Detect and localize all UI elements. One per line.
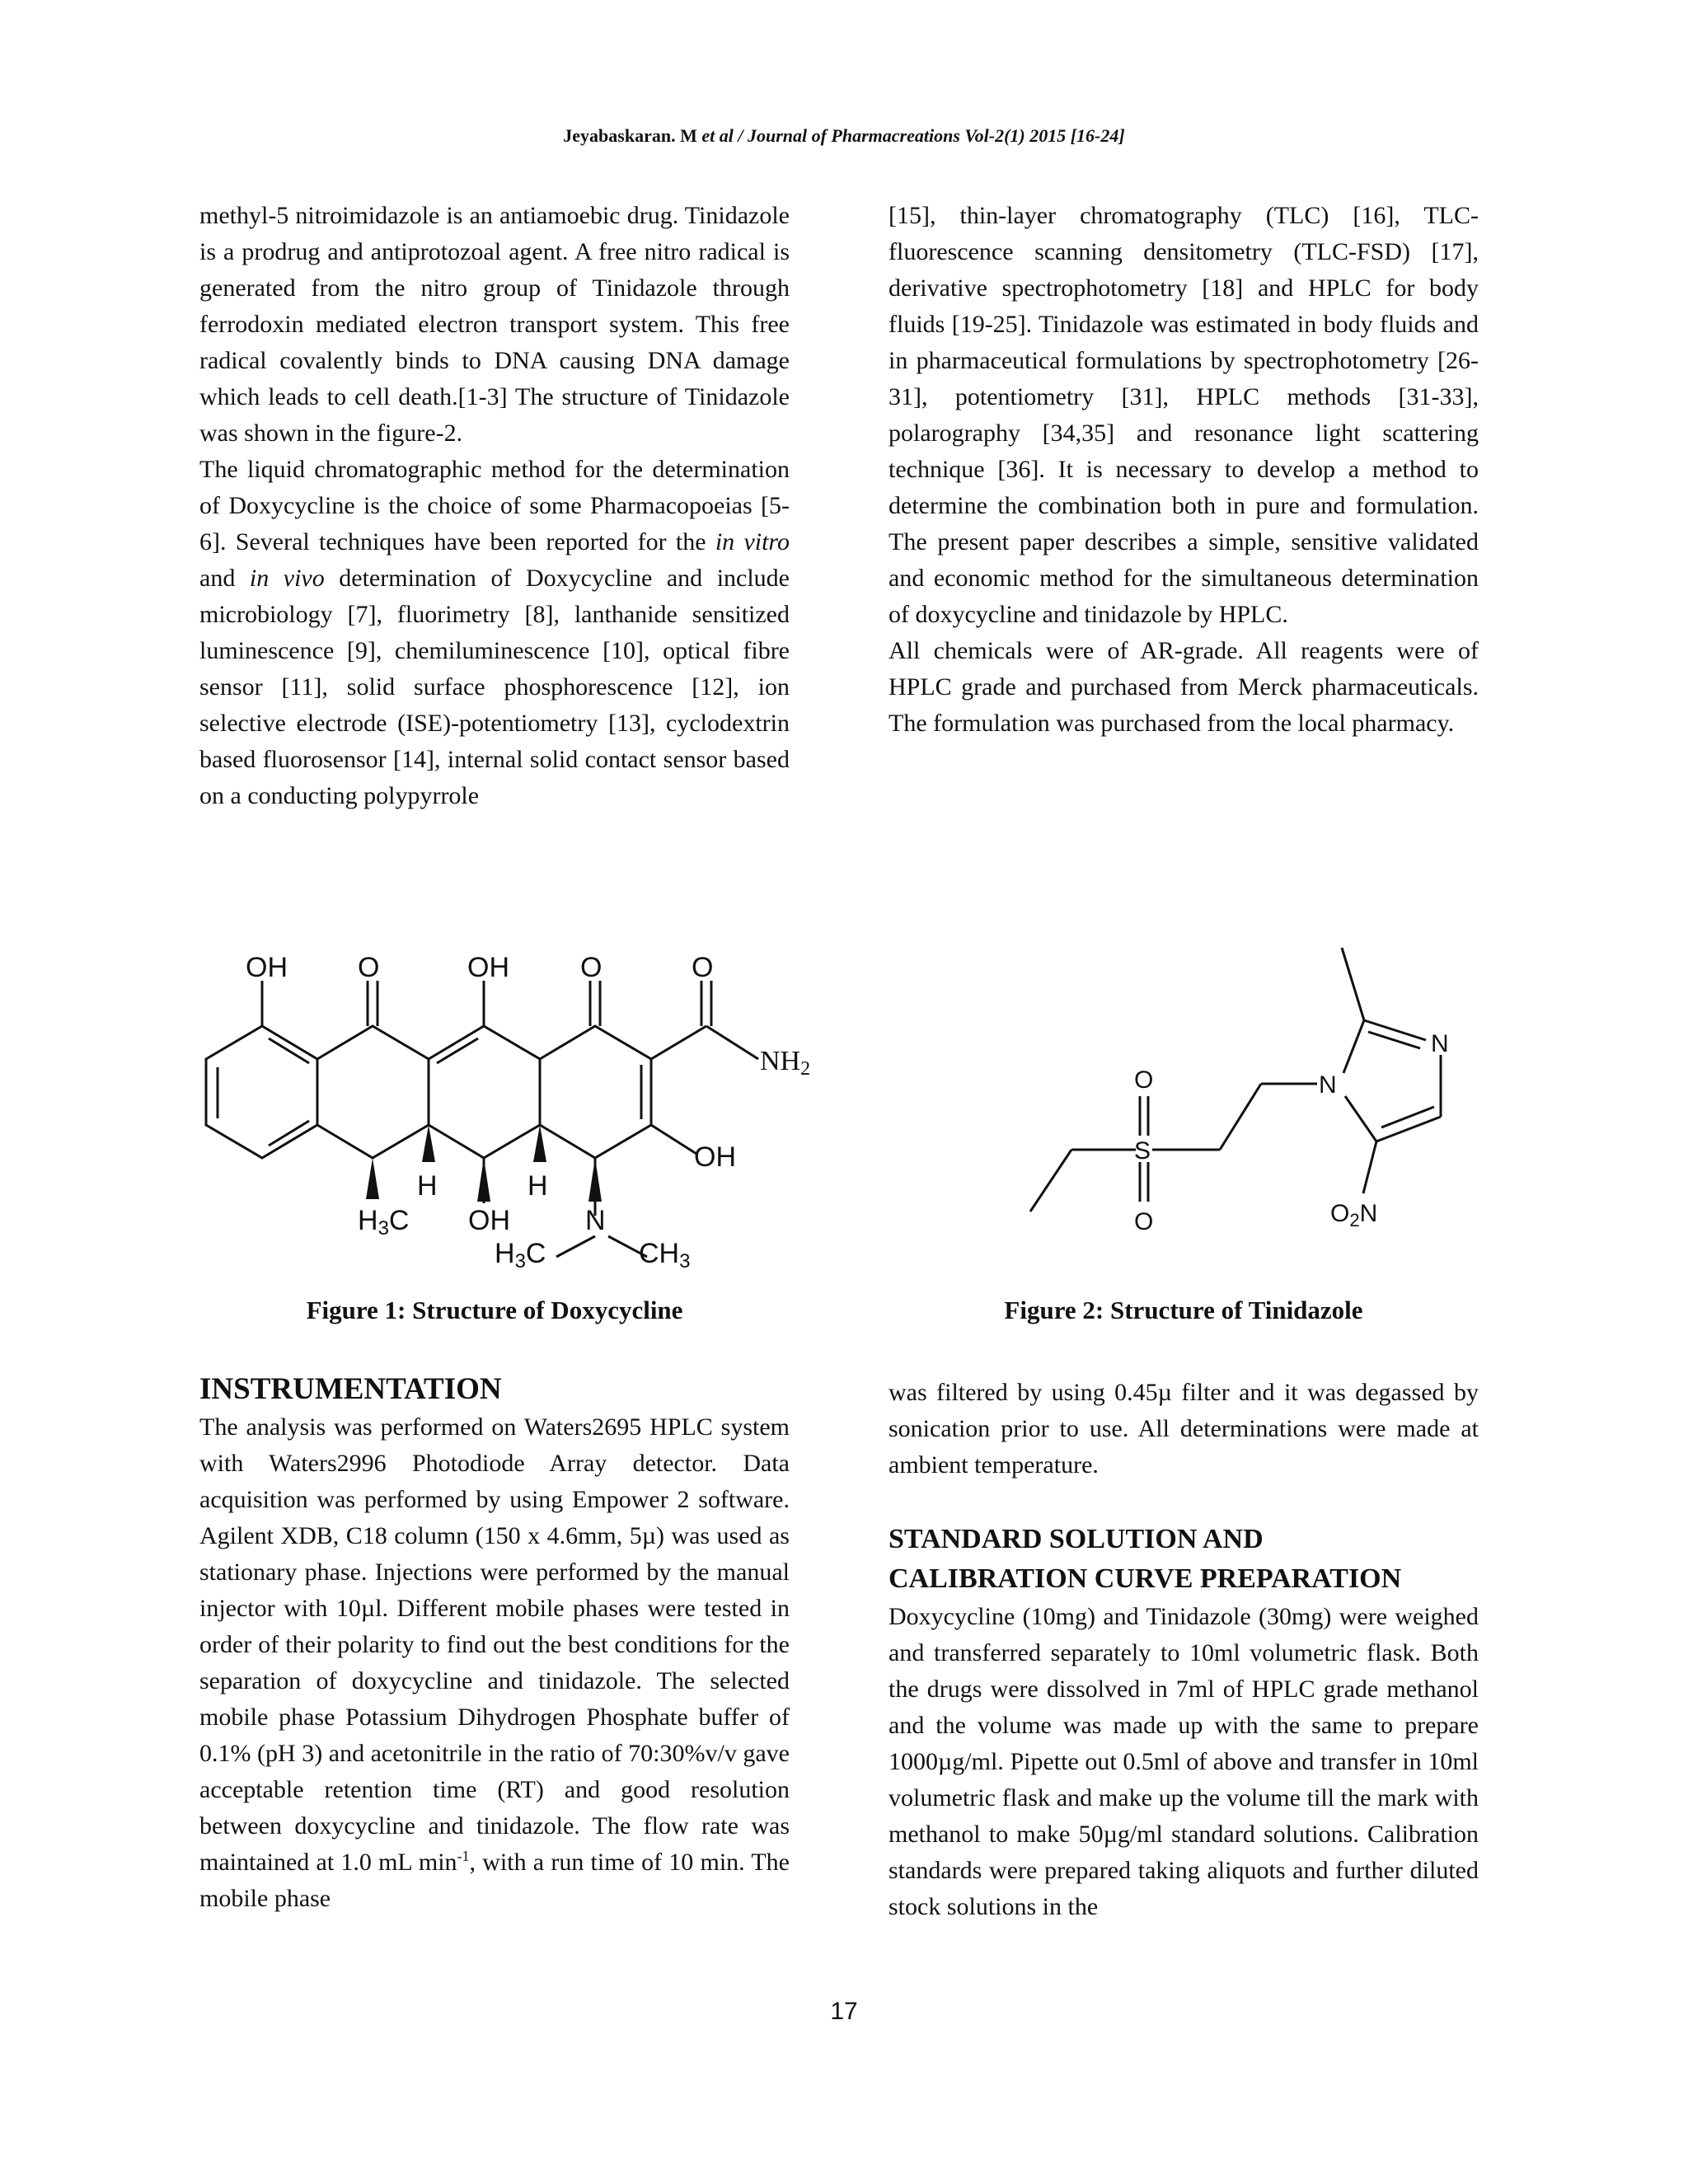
- header-journal: et al / Journal of Pharmacreations Vol-2(1) 2015 [16-24]: [696, 125, 1125, 146]
- label-ch3: CH3: [639, 1238, 691, 1272]
- figure-tinidazole-structure: [1014, 931, 1492, 1244]
- label-n: N: [1431, 1030, 1449, 1057]
- paragraph-standard-solution: Doxycycline (10mg) and Tinidazole (30mg) were weighed and transferred separately to 10ml volumetric flask. Both the drugs were dissolved in 7ml of HPLC grade methanol and the volume was made up with the same to prepare 1000µg/ml. Pipette out 0.5ml of above and transfer in 10ml volumetric flask and make up the volume till the mark with methanol to make 50µg/ml standard solutions. Calibration standards were prepared taking aliquots and further diluted stock solutions in the: [889, 1603, 1479, 1920]
- text-run-italic: in vitro: [715, 528, 790, 555]
- paragraph-literature-review: [15], thin-layer chromatography (TLC) [16], TLC-fluorescence scanning densitometry (TLC-FSD) [17], derivative spectrophotometry [18] and HPLC for body fluids [19-25]. Tinidazole was estimated in body fluids and in pharmaceutical formulations by spectrophotometry [26-31], potentiometry [31], HPLC methods [31-33], polarography [34,35] and resonance light scattering technique [36]. It is necessary to develop a method to determine the combination both in pure and formulation. The present paper describes a simple, sensitive validated and economic method for the simultaneous determination of doxycycline and tinidazole by HPLC.: [889, 202, 1479, 628]
- text-run: determination of Doxycycline and include microbiology [7], fluorimetry [8], lanthanide sensitized luminescence [9], chemiluminescence [10], optical fibre sensor [11], solid surface phosphorescence [12], ion selective electrode (ISE)-potentiometry [13], cyclodextrin based fluorosensor [14], internal solid contact sensor based on a conducting polypyrrole: [199, 565, 790, 809]
- bottom-right-column: [889, 1375, 1479, 1925]
- top-left-column: [199, 198, 790, 814]
- label-h3c: H3C: [495, 1238, 546, 1272]
- text-run: , with a run time of 10 min. The mobile phase: [199, 1849, 790, 1912]
- bottom-left-column: [199, 1370, 790, 1917]
- paragraph-chemicals: All chemicals were of AR-grade. All reagents were of HPLC grade and purchased from Merck pharmaceuticals. The formulation was purchased from the local pharmacy.: [889, 637, 1479, 737]
- paragraph-mobile-phase: was filtered by using 0.45µ filter and it was degassed by sonication prior to use. All determinations were made at ambient temperature.: [889, 1379, 1479, 1479]
- text-run: and: [199, 565, 250, 592]
- label-h: H: [417, 1170, 438, 1202]
- label-o2n: $O_2N$: [1330, 1200, 1378, 1230]
- heading-line: CALIBRATION CURVE PREPARATION: [889, 1563, 1402, 1594]
- label-s: S: [1134, 1137, 1151, 1165]
- section-heading-standard-solution: [889, 1520, 1479, 1599]
- text-run: The analysis was performed on Waters2695 HPLC system with Waters2996 Photodiode Array detector. Data acquisition was performed by using Empower 2 software. Agilent XDB, C18 column (150 x 4.6mm, 5µ) was used as stationary phase. Injections were performed by the manual injector with 10µl. Different mobile phases were tested in order of their polarity to find out the best conditions for the separation of doxycycline and tinidazole. The selected mobile phase Potassium Dihydrogen Phosphate buffer of 0.1% (pH 3) and acetonitrile in the ratio of 70:30%v/v gave acceptable retention time (RT) and good resolution between doxycycline and tinidazole. The flow rate was maintained at 1.0 mL min: [199, 1413, 790, 1876]
- label-o: O: [692, 952, 714, 983]
- superscript: -1: [457, 1848, 470, 1864]
- top-right-column: [889, 198, 1479, 742]
- label-o: O: [580, 952, 603, 983]
- figure-doxycycline-structure: [190, 923, 849, 1277]
- label-n: N: [1319, 1071, 1337, 1099]
- label-oh: OH: [468, 1205, 510, 1236]
- heading-line: STANDARD SOLUTION AND: [889, 1524, 1264, 1554]
- text-run: The liquid chromatographic method for the determination of Doxycycline is the choice of some Pharmacopoeias [5-6]. Several techniques have been reported for the: [199, 456, 790, 555]
- label-o: O: [1134, 1066, 1154, 1094]
- label-o: O: [1134, 1208, 1154, 1235]
- label-h: H: [528, 1170, 548, 1202]
- spacer: [889, 1483, 1479, 1520]
- running-header: [0, 125, 1688, 147]
- figure-2-caption: Figure 2: Structure of Tinidazole: [1004, 1296, 1363, 1324]
- label-oh: OH: [467, 952, 509, 983]
- header-author: Jeyabaskaran. M: [563, 125, 697, 146]
- text-run-italic: in vivo: [249, 565, 325, 592]
- paragraph-instrumentation: [199, 1409, 790, 1917]
- label-oh: OH: [246, 952, 288, 983]
- label-nh2: NH2: [760, 1046, 811, 1080]
- label-n: N: [585, 1205, 606, 1236]
- label-oh: OH: [694, 1141, 736, 1173]
- page-number: 17: [830, 1998, 858, 2025]
- label-o: O: [358, 952, 380, 983]
- section-heading-instrumentation: INSTRUMENTATION: [199, 1372, 502, 1406]
- figure-1-caption: Figure 1: Structure of Doxycycline: [306, 1296, 683, 1324]
- paragraph-tinidazole-intro: methyl-5 nitroimidazole is an antiamoebic drug. Tinidazole is a prodrug and antiprotozoal agent. A free nitro radical is generated from the nitro group of Tinidazole through ferrodoxin mediated electron transport system. This free radical covalently binds to DNA causing DNA damage which leads to cell death.[1-3] The structure of Tinidazole was shown in the figure-2.: [199, 202, 790, 447]
- label-h3c: H3C: [358, 1205, 410, 1240]
- paragraph-doxycycline-methods: [199, 452, 790, 814]
